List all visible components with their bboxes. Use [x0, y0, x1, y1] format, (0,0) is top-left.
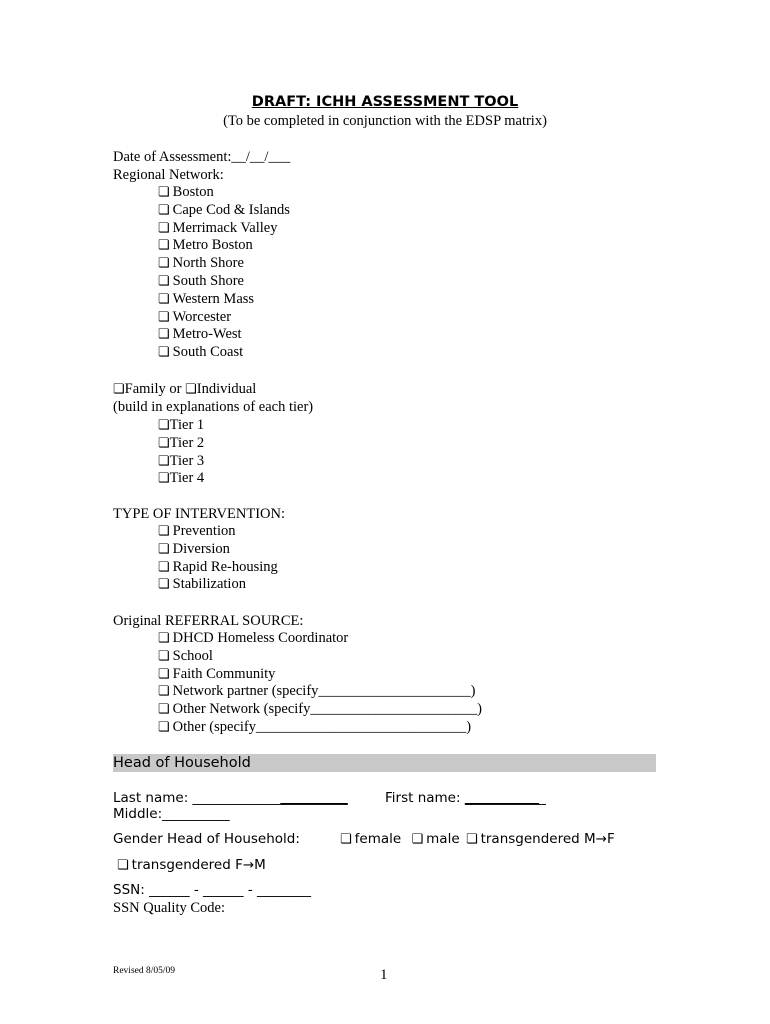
- household-type-row: [113, 380, 256, 398]
- middle-name-field[interactable]: Middle:__________: [113, 806, 230, 822]
- referral-option[interactable]: ❏ DHCD Homeless Coordinator: [158, 630, 349, 646]
- ssn-quality-code-label: SSN Quality Code:: [113, 900, 225, 916]
- gender-options: [340, 830, 615, 849]
- intervention-option[interactable]: ❏ Diversion: [158, 540, 230, 557]
- checkbox-icon[interactable]: ❏: [158, 434, 170, 450]
- tier-option[interactable]: ❏Tier 3: [158, 452, 205, 469]
- document-subtitle: (To be completed in conjunction with the EDSP matrix): [223, 113, 547, 129]
- ssn-field[interactable]: SSN: ______ - ______ - ________: [113, 882, 311, 898]
- region-option[interactable]: ❏ South Shore: [158, 272, 244, 289]
- page-number: 1: [380, 967, 388, 983]
- trans-fm-option: [117, 856, 266, 875]
- checkbox-icon[interactable]: ❏: [158, 452, 170, 468]
- region-option[interactable]: ❏ North Shore: [158, 255, 244, 272]
- region-option[interactable]: ❏ Merrimack Valley: [158, 219, 278, 236]
- intervention-option[interactable]: ❏ Rapid Re-housing: [158, 558, 278, 575]
- tier-option[interactable]: ❏Tier 2: [158, 434, 205, 451]
- regional-network-list: [158, 183, 290, 361]
- revision-date: Revised 8/05/09: [113, 966, 176, 976]
- male-checkbox-icon[interactable]: ❏: [411, 832, 424, 847]
- tier-option[interactable]: ❏Tier 4: [158, 470, 205, 487]
- intervention-option[interactable]: ❏ Stabilization: [158, 576, 246, 593]
- trans-fm-checkbox-icon[interactable]: ❏: [117, 858, 129, 873]
- male-label: male: [426, 831, 460, 847]
- referral-list: [158, 629, 482, 736]
- region-option[interactable]: ❏ Worcester: [158, 308, 232, 325]
- individual-checkbox-icon[interactable]: ❏: [185, 381, 197, 396]
- region-option[interactable]: ❏ Metro-West: [158, 326, 242, 343]
- referral-label: Original REFERRAL SOURCE:: [113, 613, 304, 629]
- individual-label: Individual: [196, 381, 257, 397]
- checkbox-icon[interactable]: ❏: [158, 184, 170, 199]
- referral-option[interactable]: ❏ Other Network (specify_______________________): [158, 701, 482, 718]
- checkbox-icon[interactable]: ❏: [158, 272, 170, 288]
- tier-note: (build in explanations of each tier): [113, 399, 314, 415]
- checkbox-icon[interactable]: ❏: [158, 255, 170, 271]
- checkbox-icon[interactable]: ❏: [158, 718, 170, 734]
- date-of-assessment: Date of Assessment:__/__/___: [113, 149, 291, 165]
- referral-option[interactable]: ❏ Other (specify_____________________________): [158, 718, 472, 735]
- checkbox-icon[interactable]: ❏: [158, 647, 170, 663]
- family-checkbox-icon[interactable]: ❏: [113, 381, 125, 396]
- regional-network-label: Regional Network:: [113, 167, 224, 183]
- referral-option[interactable]: ❏ Network partner (specify_____________________): [158, 683, 476, 700]
- trans-mf-checkbox-icon[interactable]: ❏: [465, 832, 478, 847]
- checkbox-icon[interactable]: ❏: [158, 558, 170, 574]
- tier-list: [158, 416, 204, 487]
- checkbox-icon[interactable]: ❏: [158, 219, 170, 235]
- female-checkbox-icon[interactable]: ❏: [340, 832, 352, 847]
- checkbox-icon[interactable]: ❏: [158, 417, 170, 432]
- region-option[interactable]: ❏ Boston: [158, 184, 214, 200]
- family-label: Family or: [124, 381, 186, 397]
- gender-label: Gender Head of Household:: [113, 831, 300, 847]
- region-option[interactable]: ❏ Cape Cod & Islands: [158, 201, 290, 218]
- trans-mf-label: transgendered M→F: [480, 831, 615, 847]
- female-label: female: [354, 831, 402, 847]
- tier-option[interactable]: ❏Tier 1: [158, 417, 205, 433]
- intervention-option[interactable]: ❏ Prevention: [158, 523, 236, 539]
- region-option[interactable]: ❏ Metro Boston: [158, 237, 253, 254]
- first-name-field[interactable]: First name: ____________: [385, 790, 546, 806]
- checkbox-icon[interactable]: ❏: [158, 201, 170, 217]
- checkbox-icon[interactable]: ❏: [158, 290, 170, 306]
- checkbox-icon[interactable]: ❏: [158, 523, 170, 538]
- region-option[interactable]: ❏ South Coast: [158, 344, 244, 361]
- intervention-list: [158, 522, 278, 593]
- referral-option[interactable]: ❏ School: [158, 647, 213, 664]
- checkbox-icon[interactable]: ❏: [158, 308, 170, 324]
- trans-fm-label: transgendered F→M: [131, 857, 266, 873]
- checkbox-icon[interactable]: ❏: [158, 701, 170, 717]
- checkbox-icon[interactable]: ❏: [158, 683, 170, 699]
- intervention-label: TYPE OF INTERVENTION:: [113, 506, 286, 522]
- checkbox-icon[interactable]: ❏: [158, 344, 170, 360]
- last-name-field[interactable]: Last name: _______________________: [113, 790, 348, 806]
- referral-option[interactable]: ❏ Faith Community: [158, 665, 276, 682]
- checkbox-icon[interactable]: ❏: [158, 630, 170, 645]
- checkbox-icon[interactable]: ❏: [158, 665, 170, 681]
- checkbox-icon[interactable]: ❏: [158, 237, 170, 253]
- checkbox-icon[interactable]: ❏: [158, 540, 170, 556]
- region-option[interactable]: ❏ Western Mass: [158, 290, 255, 307]
- head-of-household-section: Head of Household: [113, 754, 656, 772]
- checkbox-icon[interactable]: ❏: [158, 326, 170, 342]
- document-title: DRAFT: ICHH ASSESSMENT TOOL: [251, 94, 519, 110]
- checkbox-icon[interactable]: ❏: [158, 576, 170, 592]
- checkbox-icon[interactable]: ❏: [158, 470, 170, 486]
